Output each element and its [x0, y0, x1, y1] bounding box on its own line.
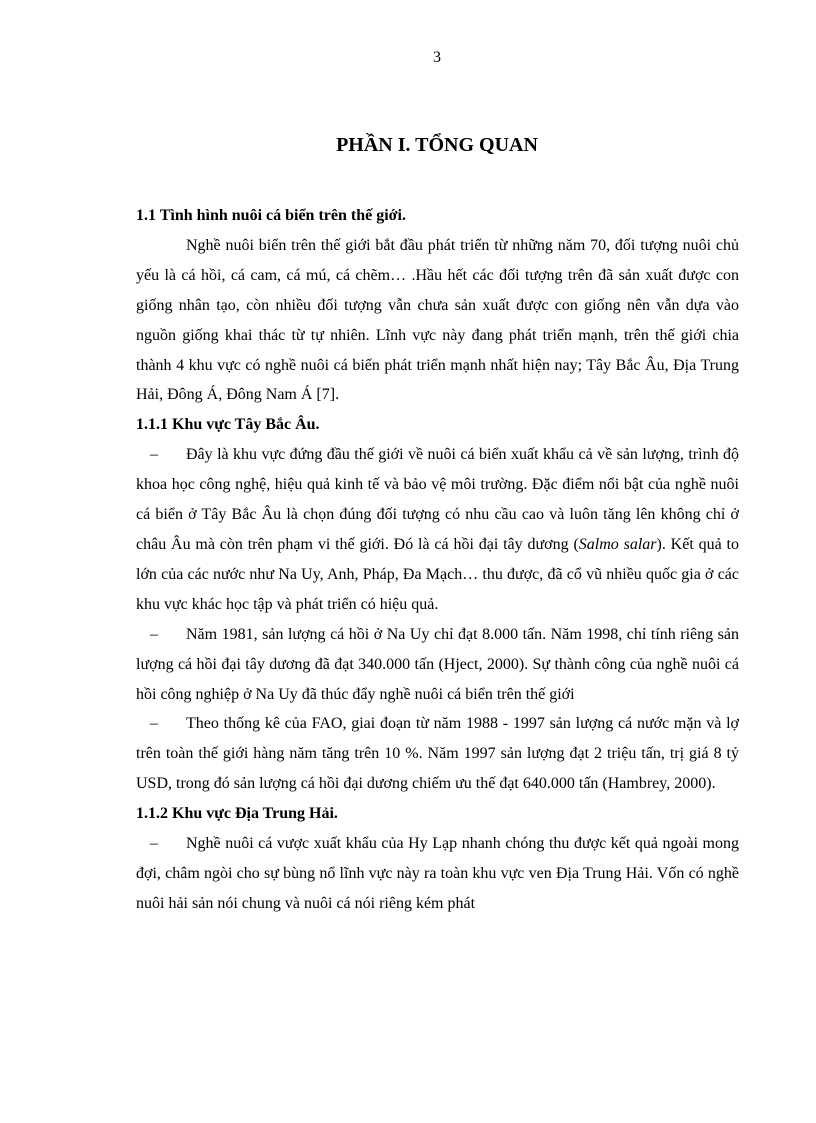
- dash-paragraph-fao-statistics: [136, 709, 739, 799]
- paragraph-text: Theo thống kê của FAO, giai đoạn từ năm 1988 - 1997 sản lượng cá nước mặn và lợ trên toàn thế giới hàng năm tăng trên 10 %. Năm 1997 sản lượng đạt 2 triệu tấn, trị giá 8 tỷ USD, trong đó sản lượng cá hồi đại dương chiếm ưu thế đạt 640.000 tấn (Hambrey, 2000).: [136, 715, 739, 793]
- dash-paragraph-northwest-europe: [136, 440, 739, 619]
- paragraph-intro: Nghề nuôi biển trên thế giới bắt đầu phát triển từ những năm 70, đối tượng nuôi chủ yếu là cá hồi, cá cam, cá mú, cá chẽm… .Hầu hết các đối tượng trên đã sản xuất được con giống nhân tạo, còn nhiều đối tượng vẫn chưa sản xuất được con giống nên vẫn dựa vào nguồn giống khai thác từ tự nhiên. Lĩnh vực này đang phát triển mạnh, trên thế giới chia thành 4 khu vực có nghề nuôi cá biển phát triển mạnh nhất hiện nay; Tây Bắc Âu, Địa Trung Hải, Đông Á, Đông Nam Á [7].: [136, 236, 739, 404]
- chapter-title: PHẦN I. TỔNG QUAN: [336, 134, 538, 156]
- dash-paragraph-mediterranean: [136, 829, 739, 919]
- document-body: [136, 201, 739, 919]
- paragraph-text: Đây là khu vực đứng đầu thế giới về nuôi cá biển xuất khẩu cả về sản lượng, trình độ khoa học công nghệ, hiệu quả kinh tế và bảo vệ môi trường. Đặc điểm nổi bật của nghề nuôi cá biển ở Tây Bắc Âu là chọn đúng đối tượng có nhu cầu cao và luôn tăng lên không chỉ ở châu Âu mà còn trên phạm vi thế giới. Đó là cá hồi đại tây dương (: [136, 446, 739, 553]
- dash-marker: –: [150, 446, 158, 464]
- dash-marker: –: [150, 625, 158, 643]
- section-heading-1-1-1: 1.1.1 Khu vực Tây Bắc Âu.: [136, 416, 320, 434]
- paragraph-text: Năm 1981, sản lượng cá hồi ở Na Uy chỉ đạt 8.000 tấn. Năm 1998, chỉ tính riêng sản lượng cá hồi đại tây dương đã đạt 340.000 tấn (Hject, 2000). Sự thành công của nghề nuôi cá hồi công nghiệp ở Na Uy đã thúc đẩy nghề nuôi cá biển trên thế giới: [136, 625, 739, 703]
- dash-marker: –: [150, 715, 158, 733]
- species-name: Salmo salar: [578, 535, 657, 553]
- dash-paragraph-norway-production: [136, 620, 739, 710]
- dash-marker: –: [150, 835, 158, 853]
- section-heading-1-1: 1.1 Tình hình nuôi cá biển trên thế giới.: [136, 207, 406, 224]
- page-number: 3: [433, 49, 441, 66]
- paragraph-text: ). Kết quả to lớn của các nước như Na Uy, Anh, Pháp, Đa Mạch… thu được, đã cổ vũ nhiều quốc gia ở các khu vực khác học tập và phát triển có hiệu quả.: [136, 535, 739, 613]
- section-heading-1-1-2: 1.1.2 Khu vực Địa Trung Hải.: [136, 805, 338, 823]
- paragraph-text: Nghề nuôi cá vược xuất khẩu của Hy Lạp nhanh chóng thu được kết quả ngoài mong đợi, châm ngòi cho sự bùng nổ lĩnh vực này ra toàn khu vực ven Địa Trung Hải. Vốn có nghề nuôi hải sản nói chung và nuôi cá nói riêng kém phát: [136, 835, 739, 912]
